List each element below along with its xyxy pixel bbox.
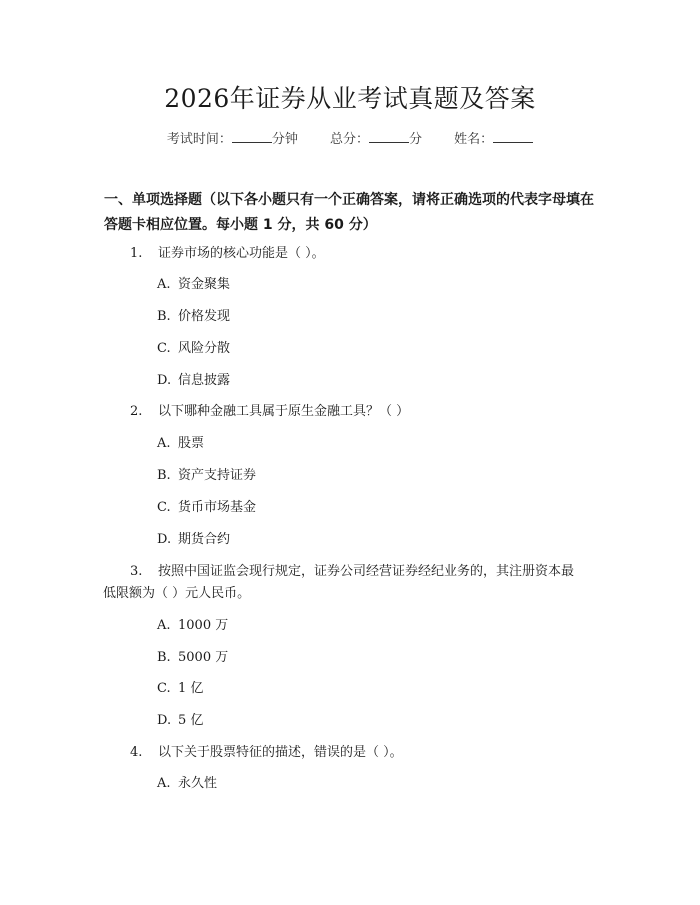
total-score-unit: 分 — [409, 132, 423, 147]
name-label: 姓名： — [454, 132, 494, 147]
section-heading-line-2: 答题卡相应位置。每小题 1 分，共 60 分） — [104, 217, 377, 233]
exam-time-unit: 分钟 — [271, 132, 298, 147]
question-2-option-a — [157, 434, 204, 454]
question-3-option-c — [157, 679, 203, 699]
option-text: 信息披露 — [178, 373, 231, 388]
option-text: 5000 万 — [178, 650, 229, 665]
question-3-option-d — [157, 711, 203, 731]
total-score-blank[interactable] — [369, 130, 409, 143]
question-4 — [130, 740, 600, 765]
option-letter: B. — [157, 650, 171, 665]
question-2-option-d — [157, 530, 230, 550]
option-letter: A. — [157, 618, 171, 633]
question-text: 按照中国证监会现行规定，证券公司经营证券经纪业务的，其注册资本最 — [158, 564, 575, 579]
question-text: 以下哪种金融工具属于原生金融工具？（ ） — [158, 404, 410, 419]
option-letter: A. — [157, 776, 171, 791]
question-1-option-c — [157, 339, 230, 359]
question-1-option-a — [157, 275, 230, 295]
section-heading-line-1: 一、单项选择题（以下各小题只有一个正确答案，请将正确选项的代表字母填在 — [104, 192, 594, 208]
exam-info-line — [0, 130, 700, 150]
option-text: 1000 万 — [178, 618, 229, 633]
total-score-field — [330, 130, 422, 150]
name-blank[interactable] — [493, 130, 533, 143]
section-heading — [104, 188, 600, 238]
option-letter: A. — [157, 277, 171, 292]
question-number: 2. — [130, 404, 143, 419]
option-text: 股票 — [178, 436, 205, 451]
name-field — [454, 130, 533, 150]
option-text: 货币市场基金 — [178, 500, 257, 515]
exam-time-label: 考试时间： — [166, 132, 232, 147]
option-letter: D. — [157, 373, 172, 388]
question-number: 4. — [130, 745, 143, 760]
question-4-option-a — [157, 774, 217, 794]
page-title: 2026年证券从业考试真题及答案 — [164, 84, 536, 113]
question-1-option-d — [157, 371, 230, 391]
option-letter: C. — [157, 681, 171, 696]
option-text: 资产支持证券 — [178, 468, 257, 483]
option-letter: D. — [157, 713, 172, 728]
question-1-option-b — [157, 307, 230, 327]
question-3-option-a — [157, 616, 228, 636]
option-letter: A. — [157, 436, 171, 451]
exam-time-blank[interactable] — [232, 130, 272, 143]
option-text: 资金聚集 — [178, 277, 231, 292]
exam-time-field — [167, 130, 298, 150]
question-2-option-c — [157, 498, 256, 518]
question-text: 以下关于股票特征的描述，错误的是（ ）。 — [158, 745, 403, 760]
question-2-option-b — [157, 466, 256, 486]
question-1 — [130, 241, 600, 266]
option-text: 价格发现 — [178, 309, 231, 324]
question-number: 1. — [130, 246, 143, 261]
question-text: 证券市场的核心功能是（ ）。 — [158, 246, 325, 261]
option-letter: C. — [157, 500, 171, 515]
option-letter: C. — [157, 341, 171, 356]
question-text-continued: 低限额为（ ）元人民币。 — [103, 586, 251, 601]
option-text: 1 亿 — [178, 681, 204, 696]
total-score-label: 总分： — [329, 132, 369, 147]
question-3-line-2 — [103, 581, 573, 606]
question-3-option-b — [157, 648, 228, 668]
option-letter: B. — [157, 309, 171, 324]
option-text: 5 亿 — [178, 713, 204, 728]
option-letter: D. — [157, 532, 172, 547]
option-text: 永久性 — [178, 776, 218, 791]
option-text: 风险分散 — [178, 341, 231, 356]
option-letter: B. — [157, 468, 171, 483]
option-text: 期货合约 — [178, 532, 231, 547]
question-number: 3. — [130, 564, 143, 579]
question-2 — [130, 399, 600, 424]
